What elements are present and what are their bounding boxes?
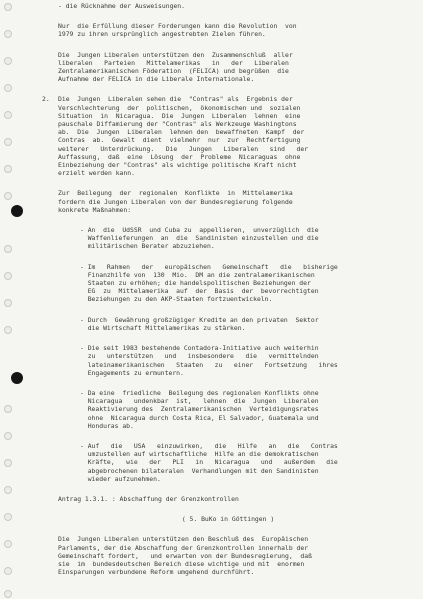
text-line: Gemeinschaft fordert, und erwarten von der Bundesregierung, daß	[58, 551, 312, 560]
margin-holes	[0, 0, 24, 599]
antrag-title: Antrag 1.3.1. : Abschaffung der Grenzkontrollen	[58, 494, 239, 503]
text-line: wieder aufzunehmen.	[80, 474, 161, 483]
text-line: liberalen Parteien Mittelamerikas in der Liberalen	[58, 58, 289, 67]
binder-hole	[4, 540, 12, 548]
text-line: abgebrochenen bilateralen Verhandlungen mit den Sandinisten	[80, 466, 319, 475]
text-line: konkrete Maßnahmen:	[58, 205, 132, 214]
text-line: - Die seit 1983 bestehende Contadora-Initiative auch weiterhin	[80, 344, 319, 353]
text-line: Beziehungen zu den AKP-Staaten fortzuentwickeln.	[80, 295, 273, 304]
text-line: 1979 zu ihren ursprünglich angestrebten Zielen führen.	[58, 30, 266, 39]
text-line: die Wirtschaft Mittelamerikas zu stärken.	[80, 323, 246, 332]
text-line: ab. Die Jungen Liberalen lehnen den bewaffneten Kampf der	[58, 128, 305, 137]
paragraph-revolution	[58, 22, 398, 38]
text-line: Situation in Nicaragua. Die Jungen Liberalen lehnen eine	[58, 111, 301, 120]
text-line: zu unterstützen und insbesondere die vermittelnden	[80, 352, 319, 361]
text-line: Honduras ab.	[80, 421, 134, 430]
binder-hole	[4, 567, 12, 575]
text-line: Finanzhilfe von 130 Mio. DM an die zentralamerikanischen	[80, 270, 315, 279]
list-item	[80, 263, 398, 304]
binder-hole	[4, 459, 12, 467]
text-line: fordern die Jungen Liberalen von der Bundesregierung folgende	[58, 197, 293, 206]
text-line: militärischen Berater abzuziehen.	[80, 242, 215, 251]
paragraph-antrag	[58, 535, 398, 576]
punch-hole	[11, 372, 23, 384]
binder-hole	[4, 138, 12, 146]
binder-hole	[4, 432, 12, 440]
text-line: weiterer Unterdrückung. Die Jungen Liberalen sind der	[58, 144, 309, 153]
text-line: pauschale Diffamierung der "Contras" als Werkzeuge Washingtons	[58, 120, 297, 129]
text-line: ohne Nicaragua durch Costa Rica, El Salvador, Guatemala und	[80, 413, 319, 422]
binder-hole	[4, 486, 12, 494]
text-line: - Durch Gewährung großzügiger Kredite an den privaten Sektor	[80, 315, 319, 324]
binder-hole	[4, 513, 12, 521]
measures-list	[58, 226, 398, 483]
binder-hole	[4, 590, 12, 598]
text-line: Zur Beilegung der regionalen Konflikte in Mittelamerika	[58, 189, 293, 198]
top-line: - die Rücknahme der Ausweisungen.	[58, 2, 185, 10]
text-line: Aufnahme der FELICA in die Liberale Internationale.	[58, 75, 255, 84]
punch-hole	[11, 205, 23, 217]
text-line: Staaten zu erhöhen; die handelspolitischen Beziehungen der	[80, 279, 311, 288]
text-line: lateinamerikanischen Staaten zu einer Fortsetzung ihres	[80, 360, 338, 369]
binder-hole	[4, 192, 12, 200]
text-line: Die Jungen Liberalen sehen die "Contras" als Ergebnis der	[58, 95, 293, 104]
text-line: Nur die Erfüllung dieser Forderungen kann die Revolution von	[58, 22, 297, 31]
binder-hole	[4, 111, 12, 119]
binder-hole	[4, 299, 12, 307]
text-line: umzustellen auf wirtschaftliche Hilfe an die demokratischen	[80, 450, 319, 459]
text-line: Kräfte, wie der PLI in Nicaragua und außerdem die	[80, 458, 338, 467]
point-number: 2.	[42, 95, 50, 104]
text-line: EG zu Mittelamerika auf der Basis der bevorrechtigten	[80, 287, 319, 296]
text-line: Engagements zu ermuntern.	[80, 368, 184, 377]
text-line: Die Jungen Liberalen unterstützen den Beschluß des Europäischen	[58, 535, 309, 544]
point-2	[42, 95, 398, 177]
text-line: Nicaragua undenkbar ist, lehnen die Jungen Liberalen	[80, 397, 319, 406]
list-item	[80, 316, 398, 332]
list-item	[80, 226, 398, 251]
text-line: sie im bundesdeutschen Bereich diese wichtige und mit enormen	[58, 559, 305, 568]
text-line: Verschlechterung der politischen, ökonomischen und sozialen	[58, 103, 301, 112]
binder-hole	[4, 245, 12, 253]
antrag-source: ( 5. BuKo in Göttingen )	[181, 515, 275, 524]
binder-hole	[4, 272, 12, 280]
binder-hole	[4, 326, 12, 334]
text-line: Einbeziehung der "Contras" als wichtige politische Kraft nicht	[58, 161, 297, 170]
paragraph-felica	[58, 51, 398, 84]
text-line: Einsparungen verbundene Reform umgehend durchführt.	[58, 568, 255, 577]
document-body	[42, 2, 398, 577]
list-item	[80, 389, 398, 430]
binder-hole	[4, 30, 12, 38]
list-item	[80, 344, 398, 377]
paragraph-measures-intro	[58, 189, 398, 214]
text-line: Zentralamerikanischen Föderation (FELICA) und begrüßen die	[58, 67, 289, 76]
list-item	[80, 442, 398, 483]
binder-hole	[4, 84, 12, 92]
text-line: Die Jungen Liberalen unterstützen den Zusammenschluß aller	[58, 50, 293, 59]
text-line: - Auf die USA einzuwirken, die Hilfe an die Contras	[80, 441, 338, 450]
binder-hole	[4, 165, 12, 173]
text-line: Parlaments, der die Abschaffung der Grenzkontrollen innerhalb der	[58, 543, 309, 552]
text-line: - Da eine friedliche Beilegung des regionalen Konflikts ohne	[80, 388, 319, 397]
text-line: Auffassung, daß eine Lösung der Probleme Nicaraguas ohne	[58, 152, 301, 161]
binder-hole	[4, 405, 12, 413]
text-line: - Im Rahmen der europäischen Gemeinschaft die bisherige	[80, 262, 338, 271]
binder-hole	[4, 3, 12, 11]
text-line: Reaktivierung des Zentralamerikanischen Verteidigungsrates	[80, 405, 319, 414]
text-line: - An die UdSSR und Cuba zu appellieren, unverzüglich die	[80, 226, 319, 235]
text-line: Waffenlieferungen an die Sandinisten einzustellen und die	[80, 234, 319, 243]
text-line: Contras ab. Gewalt dient vielmehr nur zur Rechtfertigung	[58, 136, 301, 145]
binder-hole	[4, 57, 12, 65]
text-line: erzielt werden kann.	[58, 169, 135, 178]
